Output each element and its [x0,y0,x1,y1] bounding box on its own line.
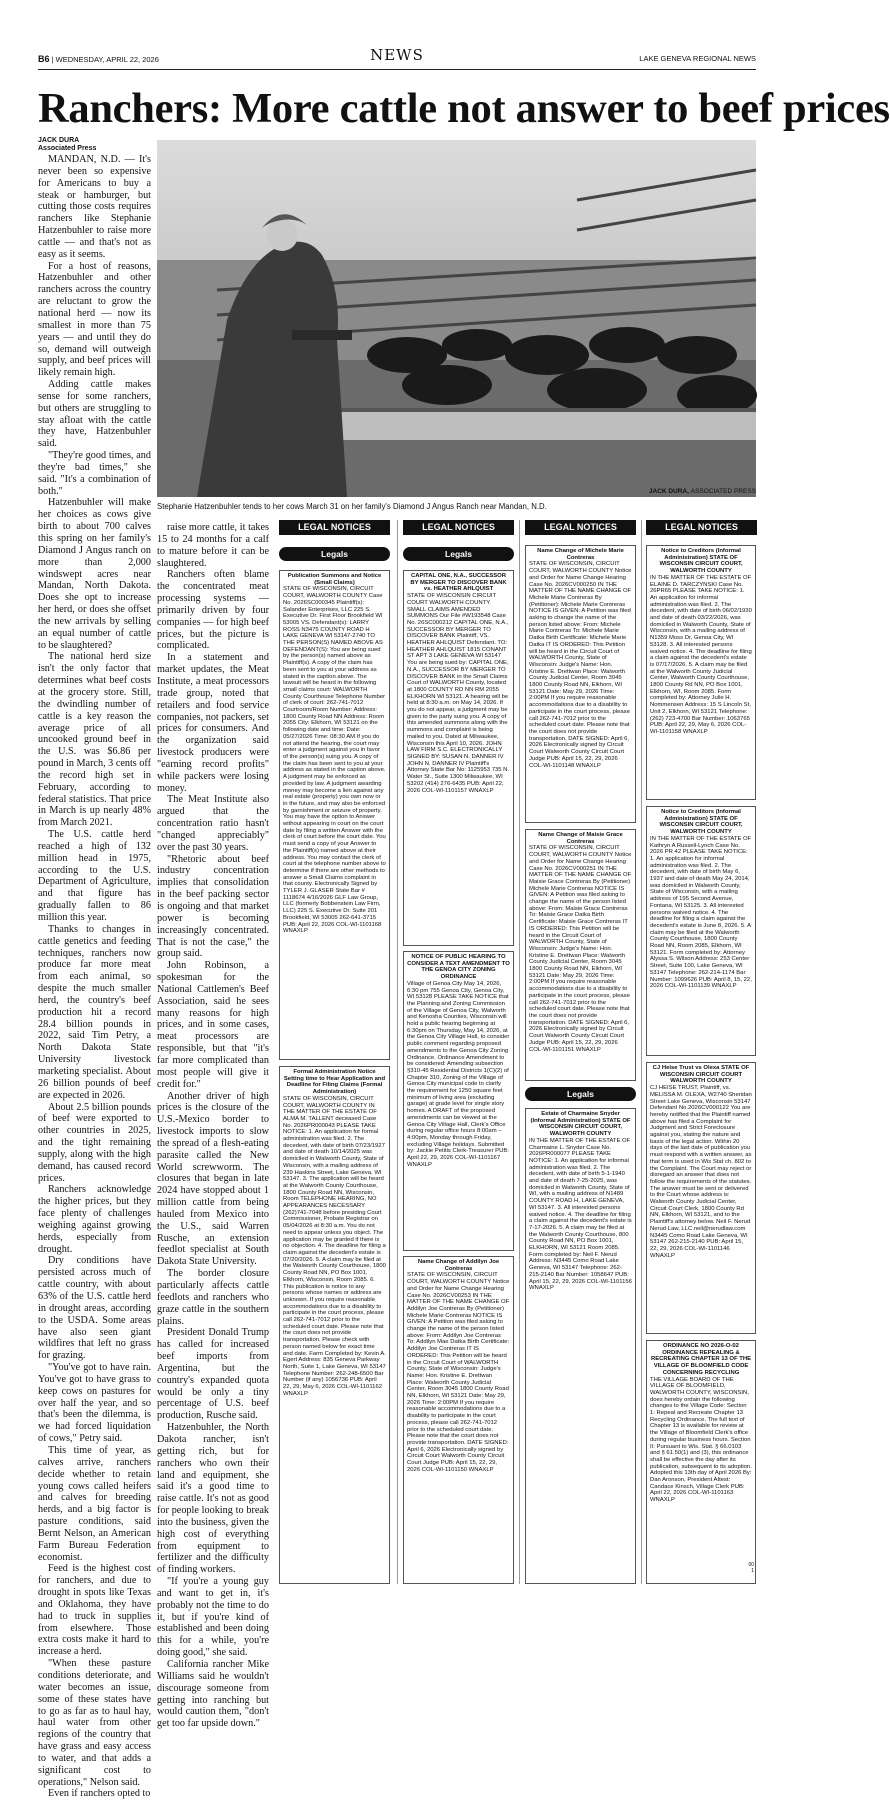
article-paragraph: Feed is the highest cost for ranchers, and due to drought in spots like Texas and Oklahoma, they have had to truck in supplies from elsewhere. Those extra costs make it hard to increase a herd. [38,1563,151,1658]
article-paragraph: In a statement and market updates, the Meat Institute, a meat processors trade group, noted that retailers and food service companies, not packers, set prices for consumers. And the organization said livestock producers were "earning record profits" while packers were losing money. [157,652,269,794]
article-paragraph: Adding cattle makes sense for some ranchers, but others are struggling to stay afloat with the cattle they have, Hatzenbuhler said. [38,379,151,450]
legal-notices-header: LEGAL NOTICES [403,520,514,535]
article-paragraph: President Donald Trump has called for increased beef imports from Argentina, but the country's expanded quota would be only a tiny percentage of U.S. beef production, Rusche said. [157,1327,269,1422]
article-paragraph: Dry conditions have persisted across much of cattle country, with about 63% of the U.S. cattle herd in drought areas, according to the USDA. Some areas have also seen giant wildfires that left no grass for grazing. [38,1255,151,1362]
article-paragraph: John Robinson, a spokesman for the National Cattlemen's Beef Association, said he sees many reasons for high prices, and in some cases, meat processors are responsible, but that "it's far more complicated than most people will give it credit for." [157,960,269,1090]
folio-number: 00 1 [748,1562,754,1574]
legal-notices-header: LEGAL NOTICES [279,520,390,535]
article-column-2 [157,522,269,1730]
legal-notices-header: LEGAL NOTICES [525,520,636,535]
legal-notice: Estate of Charmaine Snyder (Informal Administration) STATE OF WISCONSIN CIRCUIT COURT, WALWORTH COUNTY IN THE MATTER OF THE ESTATE OF Charmaine L. Snyder Case No. 2026PR000077 PLEASE TAKE NOTICE: 1. An application for informal administration was filed. 2. The decedent, with date of birth 5-1-1940 and date of death 7-25-2025, was domiciled in Walworth County, State of WI, with a mailing address of N1489 COUNTY ROAD H, LAKE GENEVA, WI 53147. 3. All interested persons waived notice. 4. The deadline for filing a claim against the decedent's estate is 7-17-2026. 5. A claim may be filed at the Walworth County Courthouse, 800 County Road NN, PO Box 1001, ELKHORN, WI 53121 Room 2085. Form completed by: Neil F. Nerud Address: N3445 Como Road Lake Geneva, WI 53147 Telephone: 262-215-2140 Bar Number: 1058647 PUB: April 15, 22, 29, 2026 COL-WI-1101156 WNAXLP [525,1108,636,1584]
article-paragraph: MANDAN, N.D. — It's never been so expensive for Americans to buy a steak or hamburger, but cutting those costs requires ranchers like Stephanie Hatzenbuhler to raise more cattle — and that's not as easy as it seems. [38,154,151,260]
article-paragraph: "Rhetoric about beef industry concentration implies that consolidation in the beef packing sector is ongoing and that market power is becoming increasingly concentrated. That is not the case," the group said. [157,853,269,960]
article-paragraph: raise more cattle, it takes 15 to 24 months for a calf to mature before it can be slaughtered. [157,522,269,569]
legal-notice: CJ Heise Trust vs Olexa STATE OF WISCONSIN CIRCUIT COURT WALWORTH COUNTY CJ HEISE TRUST, Plaintiff, vs. MELISSA M. OLEXA, W2740 Sheridan Street Lake Geneva, Wisconsin 53147 Defendant No.2026CV000122 You are hereby notified that the Plaintiff named above has filed a Complaint for Judgment and Strict Foreclosure against you, stating the nature and basis of the legal action. Within 20 days of the last date of publication you must respond with a written answer, as that term is used in Wis Stat ch. 802 to the Complaint. The Court may reject or disregard an answer that does not follow the requirements of the statutes. The answer must be sent or delivered to the Court whose address is: Walworth County Judicial Center, Circuit Court Clerk, 1800 County Rd NN, Elkhorn, WI 53121, and to the Plaintiff's attorney below. Neil F. Nerud Nerud Law, LLC neil@nerudlaw.com N3445 Como Road Lake Geneva, WI 53147 262-215-2140 PUB: April 15, 22, 29, 2026 COL-WI-1101146 WNAXLP [646,1062,756,1334]
article-column-1 [38,154,151,1800]
page-date: B6 | WEDNESDAY, APRIL 22, 2026 [38,54,159,64]
legal-notice: Notice to Creditors (Informal Administration) STATE OF WISCONSIN CIRCUIT COURT, WALWORTH COUNTY IN THE MATTER OF THE ESTATE OF Kathryn A Russell-Lynch Case No. 2026 PR 42 PLEASE TAKE NOTICE: 1. An application for informal administration was filed. 2. The decedent, with date of birth May 6, 1937 and date of death May 24, 2014, was domiciled in Walworth County, State of Wisconsin, with a mailing address of 195 Second Avenue, Fontana, WI 53125. 3. All interested persons waived notice. 4. The deadline for filing a claim against the decedent's estate is June 8, 2026. 5. A claim may be filed at the Walworth County Courthouse, 1800 County Road NN, Room 2085, Elkhorn, WI 53121. Form completed by: Attorney Alyssa S. Wilson Address: 253 Center Street, Suite 100, Lake Geneva, WI 53147 Telephone: 262-214-1174 Bar Number: 1099626 PUB: April 8, 15, 22, 2026 COL-WI-1101139 WNAXLP [646,806,756,1056]
article-paragraph: The U.S. cattle herd reached a high of 132 million head in 1975, according to the U.S. Department of Agriculture, and that figure has gradually fallen to 86 million this year. [38,829,151,923]
article-paragraph: For a host of reasons, Hatzenbuhler and other ranchers across the country are reluctant to grow the national herd — now its smallest in more than 75 years — and until they do so, demand will outweigh supply, and beef prices will likely remain high. [38,260,151,379]
legal-notice: Name Change of Maisie Grace Contreras STATE OF WISCONSIN, CIRCUIT COURT, WALWORTH COUNTY Notice and Order for Name Change Hearing Case No. 2026CV000251 IN THE MATTER OF THE NAME CHANGE OF Maisie Grace Contreras By (Petitioner) Michele Marie Contreras NOTICE IS GIVEN: A Petition was filed asking to change the name of the person listed above: From: Maisie Grace Contreras To: Maisie Grace Datka Birth Certificate: Maisie Grace Contreras IT IS ORDERED: This Petition will be heard in the Circuit Court of WALWORTH County, State of Wisconsin: Judge's Name: Hon. Kristine E. Drettwan Place: Walworth County Judicial Center, Room 3045 1800 County Road NN, Elkhorn, WI 53121 Date: May 29, 2026 Time: 2:00PM If you require reasonable accommodations due to a disability to participate in the court process, please call 262-741-7012 prior to the scheduled court date. Please note that the court does not provide transportation. DATE SIGNED: April 6, 2026 Electronically signed by Circuit Court Walworth County Circuit Court Judge PUB: April 15, 22, 29, 2026 COL-WI-1101151 WNAXLP [525,829,636,1081]
legal-notice: CAPITAL ONE, N.A., SUCCESSOR BY MERGER TO DISCOVER BANK vs. HEATHER AHLQUIST STATE OF WISCONSIN CIRCUIT COURT WALWORTH COUNTY SMALL CLAIMS AMENDED SUMMONS Our File #W193548 Case No. 26SC000212 CAPITAL ONE, N.A., SUCCESSOR BY MERGER TO DISCOVER BANK Plaintiff, VS. HEATHER AHLQUIST Defendant. TO: HEATHER AHLQUIST 1815 CONANT ST APT 3 LAKE GENEVA WI 53147 You are being sued by: CAPITAL ONE, N.A., SUCCESSOR BY MERGER TO DISCOVER BANK in the Small Claims Court of WALWORTH County, located at 1800 COUNTY RD NN RM 2055 ELKHORN WI 53121. A hearing will be held at 8:30 a.m. on May 14, 2026. If you do not appear, a judgment may be given to the party suing you. A copy of this amended summons along with the summons and complaint is being mailed to you. Dated at Milwaukee, Wisconsin this April 10, 2026. JOHN LAW FIRM S.C. ELECTRONICALLY SIGNED BY: SUSAN N. DANNER IV JOHN N. DANNER IV Plaintiff's Attorney State Bar No: 1125953 735 N. Water St., Suite 1300 Milwaukee, WI 53202 (414) 276-6435 PUB: April 22, 2026 COL-WI-1101157 WNAXLP [403,570,514,946]
photo-credit: JACK DURA, ASSOCIATED PRESS [648,488,756,495]
article-paragraph: The national herd size isn't the only factor that determines what beef costs at the grocery store. Still, the dwindling number of cattle is a key reason the average price of all uncooked ground beef in the U.S. was $6.86 per pound in March, 3 cents off the record high set in February, according to federal statistics. That price in March is up nearly 48% from March 2021. [38,651,151,829]
article-paragraph: The border closure particularly affects cattle feedlots and ranchers who graze cattle in the southern plains. [157,1268,269,1327]
article-paragraph: "They're good times, and they're bad times," she said. "It's a combination of both." [38,450,151,497]
legal-notice: Publication Summons and Notice (Small Claims) STATE OF WISCONSIN, CIRCUIT COURT, WALWORTH COUNTY Case No. 2026SC000345 Plaintiff(s): Salander Enterprises, LLC 225 S. Executive Dr. First Floor Brookfield WI 53005 VS. Defendant(s): LARRY ROSS N3475 COUNTY ROAD H LAKE GENEVA WI 53147-2740 TO THE PERSON(S) NAMED ABOVE AS DEFENDANT(S): You are being sued by the person(s) named above as Plaintiff(s). A copy of the claim has been sent to you at your address as stated in the caption above. The lawsuit will be heard in the following small claims court: WALWORTH County Courthouse Telephone Number of clerk of court: 262-741-7012 Courtroom/Room Number: Address: 1800 County Road NN Address: Room 2055 City: Elkhorn, WI 53121 on the following date and time: Date: 05/27/2026 Time: 08:30 AM If you do not attend the hearing, the court may enter a judgment against you in favor of the person(s) suing you. A copy of the claim has been sent to you at your address as stated in the caption above. A judgment may be enforced as provided by law. A judgment awarding money may become a lien against any real estate (property) you own now or in the future, and may also be enforced by garnishment or seizure of property. You may have the option to Answer without appearing in court on the court date by filing a written Answer with the clerk of court before the court date. You must send a copy of your Answer to the Plaintiff(s) named above at their address. You may contact the clerk of court at the telephone number above to determine if there are other methods to answer a Small Claims complaint in that county. Electronically Signed by TYLER J. GLASER State Bar # 1118674 4/16/2026 GLF Law Group, LLC (formerly Bobbenstein Law Firm, LLC) 225 S. Executive Dr. Suite 201 Brookfield, WI 53005 262-641-3715 PUB: April 22, 2026 COL-WI-1101168 WNAXLP [279,570,390,1060]
legals-label: Legals [525,1087,636,1101]
article-paragraph: Hatzenbuhler, the North Dakota rancher, isn't getting rich, but for ranchers who own their land and equipment, she said it's a good time to raise cattle. It's not as good for people looking to break into the business, given the high cost of everything from equipment to fertilizer and the difficulty of finding workers. [157,1422,269,1576]
article-paragraph: Even if ranchers opted to [48,1788,151,1800]
legal-notice: NOTICE OF PUBLIC HEARING TO CONSIDER A TEXT AMENDMENT TO THE GENOA CITY ZONING ORDINANCE Village of Genoa City May 14, 2026, 6:30 pm 755 Genoa City, Genoa City, WI 53128 PLEASE TAKE NOTICE that the Planning and Zoning Commission of the Village of Genoa City, Walworth and Kenosha Counties, Wisconsin will hold a public hearing beginning at 6:30pm on Thursday, May 14, 2026, at the Genoa City Village Hall, to consider public comment regarding proposed amendments to the Genoa City Zoning Ordinance. Ordinance Amendment to be considered: Amending subsection §310-45 Residential Districts 1(C)(2) of Chapter 310, Zoning of the Village of Genoa City municipal code to clarify the requirement for 1250 square feet minimum of living area (excluding garage) at grade level for single story homes. A DRAFT of the proposed amendments can be viewed at the Genoa City Village Hall, Clerk's Office during regular office hours 8:00am – 4:00pm, Monday through Friday, excluding Village holidays. Submitted by: Jackie Petitis Clerk-Treasurer PUB: April 22, 29, 2026 COL-WI-1101167 WNAXLP [403,951,514,1251]
article-paragraph: The Meat Institute also argued that the concentration ratio hasn't "changed appreciably" over the past 30 years. [157,794,269,853]
article-paragraph: Ranchers acknowledge the higher prices, but they face plenty of challenges weighing against growing herds, especially from drought. [38,1184,151,1255]
photo-caption: Stephanie Hatzenbuhler tends to her cows March 31 on her family's Diamond J Angus Ranch near Mandan, N.D. [157,502,547,511]
headline: Ranchers: More cattle not answer to beef prices [38,85,890,132]
article-paragraph: Thanks to changes in cattle genetics and feeding techniques, ranchers now produce far more meat from each animal, so despite the much smaller herd, the country's beef production hit a record 28.4 billion pounds in 2022, said Tim Petry, a North Dakota State University livestock marketing specialist. About 26 billion pounds of beef are expected in 2026. [38,923,151,1101]
legal-notices-header: LEGAL NOTICES [646,520,757,535]
legal-notice: Notice to Creditors (Informal Administration) STATE OF WISCONSIN CIRCUIT COURT, WALWORTH COUNTY IN THE MATTER OF THE ESTATE OF ELAINE D. TARCZYNSKI Case No. 26PR65 PLEASE TAKE NOTICE: 1. An application for informal administration was filed. 2. The decedent, with date of birth 06/02/1930 and date of death 03/22/2026, was domiciled in Walworth County, State of Wisconsin, with a mailing address of N1359 Moss Dr, Genoa City, WI 53128. 3. All interested persons waived notice. 4. The deadline for filing a claim against the decedent's estate is 07/17/2026. 5. A claim may be filed at the Walworth County Judicial Center, Walworth County Courthouse, 1800 County Rd NN, PO Box 1001, Elkhorn, WI, Room 2085. Form completed by: Attorney Julie H. Nommensen Address: 15 S Lincoln St, Unit 2, Elkhorn, WI 53121 Telephone: (262) 723-4700 Bar Number: 1063765 PUB: April 22, 29, May 6, 2026 COL-WI-1101158 WNAXLP [646,545,756,800]
legal-notice: Name Change of Addilyn Joe Contreras STATE OF WISCONSIN, CIRCUIT COURT, WALWORTH COUNTY Notice and Order for Name Change Hearing Case No. 2026CV00253 IN THE MATTER OF THE NAME CHANGE OF Addilyn Joe Contreras By (Petitioner) Michele Marie Contreras NOTICE IS GIVEN: A Petition was filed asking to change the name of the person listed above: From: Addilyn Joe Contreras To: Addilyn Mae Datka Birth Certificate: Addilyn Joe Contreras IT IS ORDERED: This Petition will be heard in the Circuit Court of WALWORTH County, State of Wisconsin: Judge's Name: Hon. Kristine E. Drettwan Place: Walworth County Judicial Center, Room 3045 1800 County Road NN, Elkhorn, WI 53121 Date: May 29, 2026 Time: 2:00PM If you require reasonable accommodations due to a disability to participate in the court process, please call 262-741-7012 prior to the scheduled court date. Please note that the court does not provide transportation. DATE SIGNED: April 6, 2026 Electronically signed by Circuit Court Walworth County Circuit Court Judge PUB: April 15, 22, 29, 2026 COL-WI-1101150 WNAXLP [403,1256,514,1584]
article-photo [157,140,756,497]
article-paragraph: California rancher Mike Williams said he wouldn't discourage someone from getting into ranching but would caution them, "don't get too far upside down." [157,1659,269,1730]
publication-name: LAKE GENEVA REGIONAL NEWS [639,54,756,63]
article-paragraph: Hatzenbuhler will make her choices as cows give birth to about 700 calves this spring on her family's Diamond J Angus ranch on more than 2,000 windswept acres near Mandan, North Dakota. Does she opt to increase her herd, or does she offset the new arrivals by selling an equal number of cattle to be slaughtered? [38,497,151,651]
article-paragraph: Another driver of high prices is the closure of the U.S.-Mexico border to livestock imports to slow the spread of a flesh-eating parasite called the New World screwworm. The closures that began in late 2024 have stopped about 1 million cattle from being hauled from Mexico into the U.S., said Warren Rusche, an extension feedlot specialist at South Dakota State University. [157,1090,269,1268]
legal-notice: ORDINANCE NO 2026-O-02 ORDINANCE REPEALING & RECREATING CHAPTER 13 OF THE VILLAGE OF BLOOMFIELD CODE CONCERNING RECYCLING THE VILLAGE BOARD OF THE VILLAGE OF BLOOMFIELD, WALWORTH COUNTY, WISCONSIN, does hereby ordain the following changes to the Village Code: Section 1: Repeal and Recreate Chapter 13 Recycling Ordinance. The full text of Chapter 13 is available for review at the Village of Bloomfield Clerk's office during regular business hours. Section II: Pursuant to Wis. Stat. § 66.0103 and § 61.50(1) and (3), this ordinance shall be effective the day after its publication, subsequent to its adoption. Adopted this 13th day of April 2026 By: Dan Aronson, President Attest: Candace Kinsch, Village Clerk PUB: April 22, 2026 COL-WI-1101163 WNAXLP [646,1340,756,1584]
article-paragraph: Ranchers often blame the concentrated meat processing systems — primarily driven by four companies — for high beef prices, but the picture is complicated. [157,569,269,652]
legals-label: Legals [403,547,514,561]
legals-label: Legals [279,547,390,561]
article-paragraph: "When these pasture conditions deteriorate, and water becomes an issue, some of these states have to go as far as to haul hay, haul water from other regions of the country that have grass and easy access to water, and that adds a significant cost to operations," Nelson said. [38,1658,151,1788]
article-paragraph: "You've got to have rain. You've got to have grass to keep cows on pastures for over half the year, and so that's been the dilemma, is we had forced liquidation of cows," Petry said. [38,1362,151,1445]
byline: JACK DURA Associated Press [38,137,97,152]
section-label: NEWS [370,46,424,64]
article-paragraph: "If you're a young guy and want to get in, it's probably not the time to do it, but if you're kind of established and been doing this for a while, you're doing good," she said. [157,1576,269,1659]
legal-notice: Formal Administration Notice Setting time to Hear Application and Deadline for Filing Claims (Formal Administration) STATE OF WISCONSIN, CIRCUIT COURT, WALWORTH COUNTY IN THE MATTER OF THE ESTATE OF ALMA M. TALLENT deceased Case No. 2026PR000043 PLEASE TAKE NOTICE: 1. An application for formal administration was filed. 2. The decedent, with date of birth 07/23/1927 and date of death 10/14/2025 was domiciled in Walworth County, State of Wisconsin, with a mailing address of 239 Haskins Street, Lake Geneva, WI 53147. 3. The application will be heard at the Walworth County Courthouse, 1800 County Road NN, Wisconsin, Room TELEPHONE HEARING, NO APPEARANCES NECESSARY (262)741-7048 before presiding Court Commissioner, Probate Registrar on 05/04/2026 at 8:30 a.m. You do not need to appear unless you object. The application may be granted if there is no objection. 4. The deadline for filing a claim against the decedent's estate is 07/20/2026. 5. A claim may be filed at the Walworth County Courthouse, 1800 County Road NN, PO Box 1001, Elkhorn, Wisconsin, Room 2085. 6. This publication is notice to any persons whose names or address are unknown. If you require reasonable accommodations due to a disability to participate in the court process, please call 262-741-7012 prior to the scheduled court date. Please note that the court does not provide transportation. Please check with person named below for exact time and date. Farm Completed by: Kevin A. Egert Address: 835 Geneva Parkway North, Suite 1, Lake Geneva, WI 53147 Telephone Number: 262-248-6500 Bar Number (if any) 1056736 PUB: April 22, 29, May 6, 2026 COL-WI-1101162 WNAXLP [279,1066,390,1584]
page-header [38,46,756,70]
article-paragraph: About 2.5 billion pounds of beef were exported to other countries in 2025, and the tight remaining supply, along with the high demand, has caused record prices. [38,1101,151,1184]
legal-notice: Name Change of Michele Marie Contreras STATE OF WISCONSIN, CIRCUIT COURT, WALWORTH COUNTY Notice and Order for Name Change Hearing Case No. 2026CV000250 IN THE MATTER OF THE NAME CHANGE OF Michele Marie Contreras By (Petitioner): Michele Marie Contreras NOTICE IS GIVEN: A Petition was filed asking to change the name of the person listed above: From: Michele Marie Contreras To: Michele Marie Datka Birth Certificate: Michele Marie Datka IT IS ORDERED: This Petition will be heard in the Circuit Court of WALWORTH County, State of Wisconsin: Judge's Name: Hon. Kristine E. Drettwan Place: Walworth County Judicial Center, Room 3045 1800 County Road NN, Elkhorn, WI 53121 Date: May 29, 2026 Time: 2:00PM If you require reasonable accommodations due to a disability to participate in the court process, please call 262-741-7012 prior to the scheduled court date. Please note that the court does not provide transportation. DATE SIGNED: April 6, 2026 Electronically signed by Circuit Court Walworth County Circuit Court Judge PUB: April 15, 22, 29, 2026 COL-WI-1101148 WNAXLP [525,545,636,823]
article-paragraph: This time of year, as calves arrive, ranchers decide whether to retain young cows called heifers and calves for breeding herds, and a big factor is pasture conditions, said Bernt Nelson, an American Farm Bureau Federation economist. [38,1444,151,1563]
